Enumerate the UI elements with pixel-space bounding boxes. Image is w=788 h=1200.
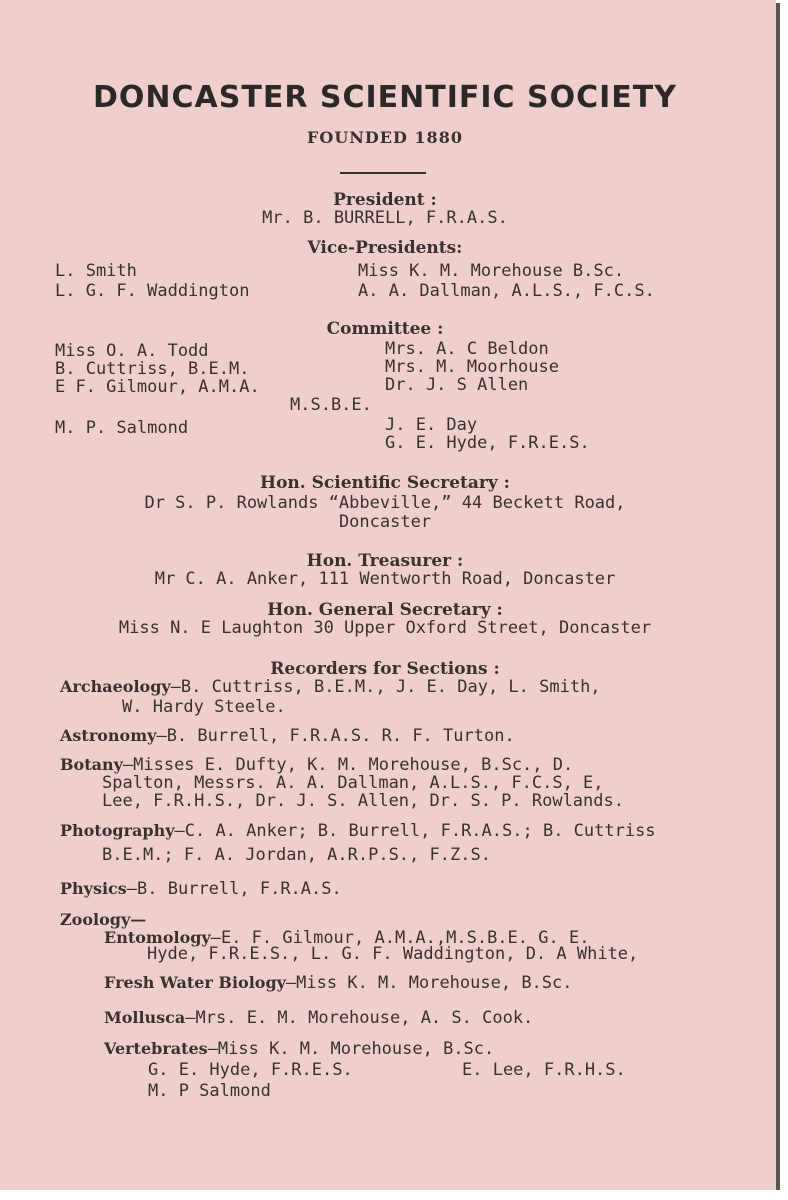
photography-text-2: B.E.M.; F. A. Jordan, A.R.P.S., F.Z.S. [102, 845, 491, 865]
botany-label: Botany [60, 755, 123, 774]
vertebrates-text-2b: E. Lee, F.R.H.S. [462, 1060, 626, 1080]
photography-text-1: —C. A. Anker; B. Burrell, F.R.A.S.; B. Cuttriss [174, 821, 656, 841]
archaeology-text-2: W. Hardy Steele. [122, 697, 286, 717]
vertebrates-text-1: —Miss K. M. Morehouse, B.Sc. [207, 1039, 495, 1059]
treasurer-heading: Hon. Treasurer : [306, 551, 464, 571]
recorder-botany [60, 755, 573, 775]
treasurer-line: Mr C. A. Anker, 111 Wentworth Road, Doncaster [154, 569, 616, 589]
recorder-photography [60, 821, 656, 841]
photography-label: Photography [60, 821, 175, 840]
freshwater-label: Fresh Water Biology [104, 973, 286, 992]
committee-left-2: B. Cuttriss, B.E.M. [55, 359, 250, 379]
sci-secretary-line-1: Dr S. P. Rowlands “Abbeville,” 44 Beckett Road, [144, 493, 626, 513]
president-name: Mr. B. BURRELL, F.R.A.S. [262, 208, 508, 228]
recorder-zoology [60, 910, 146, 930]
entomology-text-1: —E. F. Gilmour, A.M.A.,M.S.B.E. G. E. [210, 928, 590, 948]
botany-text-1: —Misses E. Dufty, K. M. Morehouse, B.Sc., D. [122, 755, 574, 775]
vice-president-right-1: Miss K. M. Morehouse B.Sc. [358, 261, 625, 281]
sci-secretary-heading: Hon. Scientific Secretary : [260, 473, 510, 493]
physics-text-1: —B. Burrell, F.R.A.S. [126, 879, 342, 899]
vice-president-right-2: A. A. Dallman, A.L.S., F.C.S. [358, 281, 655, 301]
founded-line: FOUNDED 1880 [307, 128, 463, 147]
committee-right-3: Dr. J. S Allen [385, 375, 529, 395]
vertebrates-text-3: M. P Salmond [148, 1081, 271, 1101]
botany-text-3: Lee, F.R.H.S., Dr. J. S. Allen, Dr. S. P. Rowlands. [102, 791, 624, 811]
recorder-physics [60, 879, 342, 899]
committee-right-5: G. E. Hyde, F.R.E.S. [385, 433, 590, 453]
botany-text-2: Spalton, Messrs. A. A. Dallman, A.L.S., F.C.S, E, [102, 773, 604, 793]
recorders-heading: Recorders for Sections : [270, 659, 500, 679]
archaeology-label: Archaeology [60, 677, 171, 696]
archaeology-text-1: —B. Cuttriss, B.E.M., J. E. Day, L. Smith, [170, 677, 601, 697]
committee-right-4: J. E. Day [385, 415, 478, 435]
astronomy-text-1: —B. Burrell, F.R.A.S. R. F. Turton. [156, 726, 515, 746]
committee-right-1: Mrs. A. C Beldon [385, 339, 549, 359]
vice-president-left-1: L. Smith [55, 261, 137, 281]
astronomy-label: Astronomy [60, 726, 157, 745]
freshwater-text-1: —Miss K. M. Morehouse, B.Sc. [285, 973, 573, 993]
vice-president-left-2: L. G. F. Waddington [55, 281, 250, 301]
vertebrates-text-2a: G. E. Hyde, F.R.E.S. [148, 1060, 353, 1080]
gen-secretary-heading: Hon. General Secretary : [267, 600, 503, 620]
recorder-astronomy [60, 726, 515, 746]
gen-secretary-line: Miss N. E Laughton 30 Upper Oxford Street, Doncaster [118, 618, 652, 638]
mollusca-text-1: —Mrs. E. M. Morehouse, A. S. Cook. [185, 1008, 534, 1028]
president-heading: President : [333, 190, 437, 210]
recorder-mollusca [104, 1008, 533, 1028]
vice-presidents-heading: Vice-Presidents: [307, 238, 463, 258]
committee-right-2: Mrs. M. Moorhouse [385, 357, 559, 377]
committee-heading: Committee : [326, 319, 444, 339]
recorder-freshwater [104, 973, 573, 993]
divider-rule [340, 172, 426, 174]
entomology-text-2: Hyde, F.R.E.S., L. G. F. Waddington, D. A White, [147, 944, 639, 964]
zoology-label: Zoology— [60, 910, 147, 929]
society-title: DONCASTER SCIENTIFIC SOCIETY [93, 80, 677, 115]
physics-label: Physics [60, 879, 127, 898]
sci-secretary-line-2: Doncaster [338, 512, 432, 532]
recorder-archaeology [60, 677, 601, 697]
committee-left-3: E F. Gilmour, A.M.A. [55, 377, 260, 397]
entomology-label: Entomology [104, 928, 211, 947]
mollusca-label: Mollusca [104, 1008, 186, 1027]
committee-left-1: Miss O. A. Todd [55, 341, 209, 361]
recorder-vertebrates [104, 1039, 494, 1059]
bottom-margin [0, 1190, 788, 1200]
vertebrates-label: Vertebrates [104, 1039, 208, 1058]
committee-left-5: M. P. Salmond [55, 418, 189, 438]
committee-left-4: M.S.B.E. [290, 395, 372, 415]
